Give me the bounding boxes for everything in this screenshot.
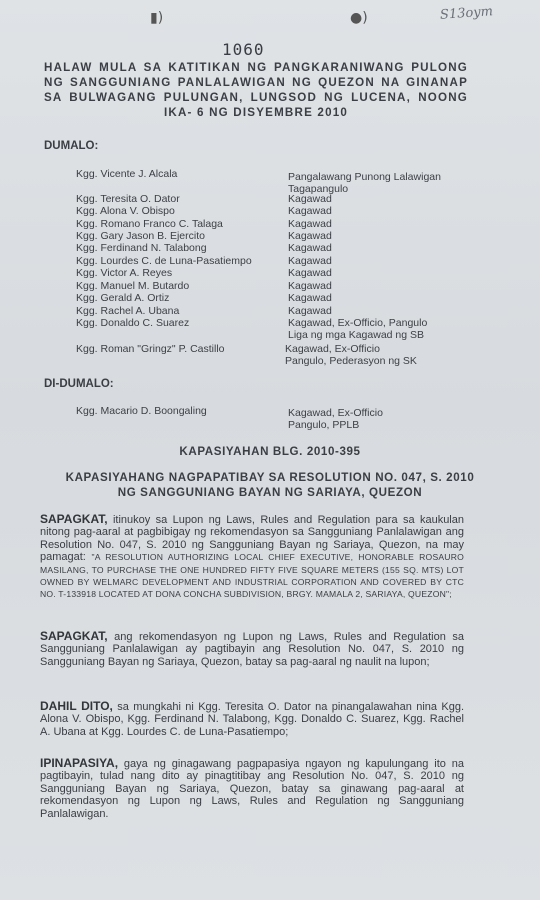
member-name: Kgg. Donaldo C. Suarez bbox=[76, 317, 190, 329]
member-role: Pangalawang Punong Lalawigan Tagapangulo bbox=[288, 171, 441, 195]
member-name: Kgg. Rachel A. Ubana bbox=[76, 305, 180, 317]
member-name: Kgg. Teresita O. Dator bbox=[76, 193, 180, 205]
member-role: Kagawad, Ex-Officio, Pangulo Liga ng mga Kagawad ng SB bbox=[288, 317, 428, 341]
member-name: Kgg. Macario D. Boongaling bbox=[76, 405, 207, 417]
member-name: Kgg. Romano Franco C. Talaga bbox=[76, 218, 223, 230]
page-number: 1060 bbox=[222, 40, 265, 59]
punch-hole-mark-left: ▮) bbox=[150, 10, 164, 26]
resolution-number: KAPASIYAHAN BLG. 2010-395 bbox=[179, 445, 361, 458]
paragraph-text: itinukoy sa Lupon ng Laws, Rules and Regulation para sa kaukulan nitong pag-aaral at pagbibigay ng rekomendasyon sa Sangguniang Panlalawigan ang Resolution No. 047, S. 2010 ng Sangguniang Bayan ng Sariaya, Quezon, na may pamagat: bbox=[40, 514, 464, 564]
member-name: Kgg. Lourdes C. de Luna-Pasatiempo bbox=[76, 255, 252, 267]
member-role: Kagawad bbox=[288, 255, 332, 267]
paragraph-lead: IPINAPASIYA, bbox=[40, 756, 119, 770]
resolution-quote: "A RESOLUTION AUTHORIZING LOCAL CHIEF EXECUTIVE, HONORABLE ROSAURO MASILANG, TO PURCHASE THE ONE HUNDRED FIFTY FIVE SQUARE METERS (155 SQ. MTS) LOT OWNED BY WELMARC DEVELOPMENT AND INDUSTRIAL CORPORATION AND COVERED BY CTC NO. T-133918 LOCATED AT DONA CONCHA SUBDIVISION, BRGY. MAMALA 2, SARIAYA, QUEZON"; bbox=[40, 552, 465, 600]
member-name: Kgg. Victor A. Reyes bbox=[76, 267, 173, 279]
whereas-paragraph-2 bbox=[40, 630, 464, 668]
paragraph-lead: SAPAGKAT, bbox=[40, 629, 108, 643]
member-role: Kagawad bbox=[288, 267, 332, 279]
paragraph-lead: SAPAGKAT, bbox=[40, 512, 108, 526]
absent-label: DI-DUMALO: bbox=[44, 378, 114, 390]
handwritten-note: S13oym bbox=[439, 4, 494, 23]
paragraph-text: gaya ng ginagawang pagpapasiya ngayon ng kapulungang ito na pagtibayin, tulad nang dito ay pinagtitibay ang Resolution No. 047, S. 2010 ng Sangguniang Bayan ng Sariaya, Quezon, batay sa ginawang pag-aaral at rekomendasyon ng Lupon ng Laws, Rules and Regulation ng Sangguniang Panlalawigan. bbox=[40, 758, 464, 820]
member-role: Kagawad bbox=[288, 280, 332, 292]
resolution-title: KAPASIYAHANG NAGPAPATIBAY SA RESOLUTION NO. 047, S. 2010 NG SANGGUNIANG BAYAN NG SARIAYA, QUEZON bbox=[65, 471, 475, 499]
member-role: Kagawad, Ex-Officio Pangulo, Pederasyon ng SK bbox=[285, 343, 417, 367]
therefore-paragraph bbox=[40, 700, 464, 738]
member-name: Kgg. Vicente J. Alcala bbox=[76, 168, 178, 180]
member-role: Kagawad bbox=[288, 305, 332, 317]
member-role: Kagawad bbox=[288, 218, 332, 230]
punch-hole-mark-right: ●) bbox=[350, 10, 368, 26]
paragraph-text: sa mungkahi ni Kgg. Teresita O. Dator na pinangalawahan nina Kgg. Alona V. Obispo, Kgg. Ferdinand N. Talabong, Kgg. Donaldo C. Suarez, Kgg. Rachel A. Ubana at Kgg. Lourdes C. de Luna-Pasatiempo; bbox=[40, 701, 465, 738]
member-name: Kgg. Manuel M. Butardo bbox=[76, 280, 190, 292]
member-role: Kagawad bbox=[288, 242, 332, 254]
present-label: DUMALO: bbox=[44, 140, 99, 152]
member-role: Kagawad bbox=[288, 230, 332, 242]
resolved-paragraph bbox=[40, 757, 464, 820]
member-role: Kagawad bbox=[288, 205, 332, 217]
minutes-heading: HALAW MULA SA KATITIKAN NG PANGKARANIWANG PULONG NG SANGGUNIANG PANLALAWIGAN NG QUEZON NA GINANAP SA BULWAGANG PULUNGAN, LUNGSOD NG LUCENA, NOONG IKA- 6 NG DISYEMBRE 2010 bbox=[44, 61, 468, 119]
member-role: Kagawad bbox=[288, 193, 332, 205]
member-role: Kagawad bbox=[288, 292, 332, 304]
member-name: Kgg. Gary Jason B. Ejercito bbox=[76, 230, 205, 242]
member-name: Kgg. Alona V. Obispo bbox=[76, 205, 175, 217]
member-name: Kgg. Gerald A. Ortiz bbox=[76, 292, 170, 304]
paragraph-lead: DAHIL DITO, bbox=[40, 699, 113, 713]
paragraph-text: ang rekomendasyon ng Lupon ng Laws, Rules and Regulation sa Sangguniang Panlalawigan ay pagtibayin ang Resolution No. 047, S. 2010 ng Sangguniang Bayan ng Sariaya, Quezon, batay sa pag-aaral ng naulit na lupon; bbox=[40, 631, 465, 668]
member-role: Kagawad, Ex-Officio Pangulo, PPLB bbox=[288, 407, 383, 431]
member-name: Kgg. Ferdinand N. Talabong bbox=[76, 242, 207, 254]
whereas-paragraph-1 bbox=[40, 513, 464, 601]
member-name: Kgg. Roman "Gringz" P. Castillo bbox=[76, 343, 225, 355]
